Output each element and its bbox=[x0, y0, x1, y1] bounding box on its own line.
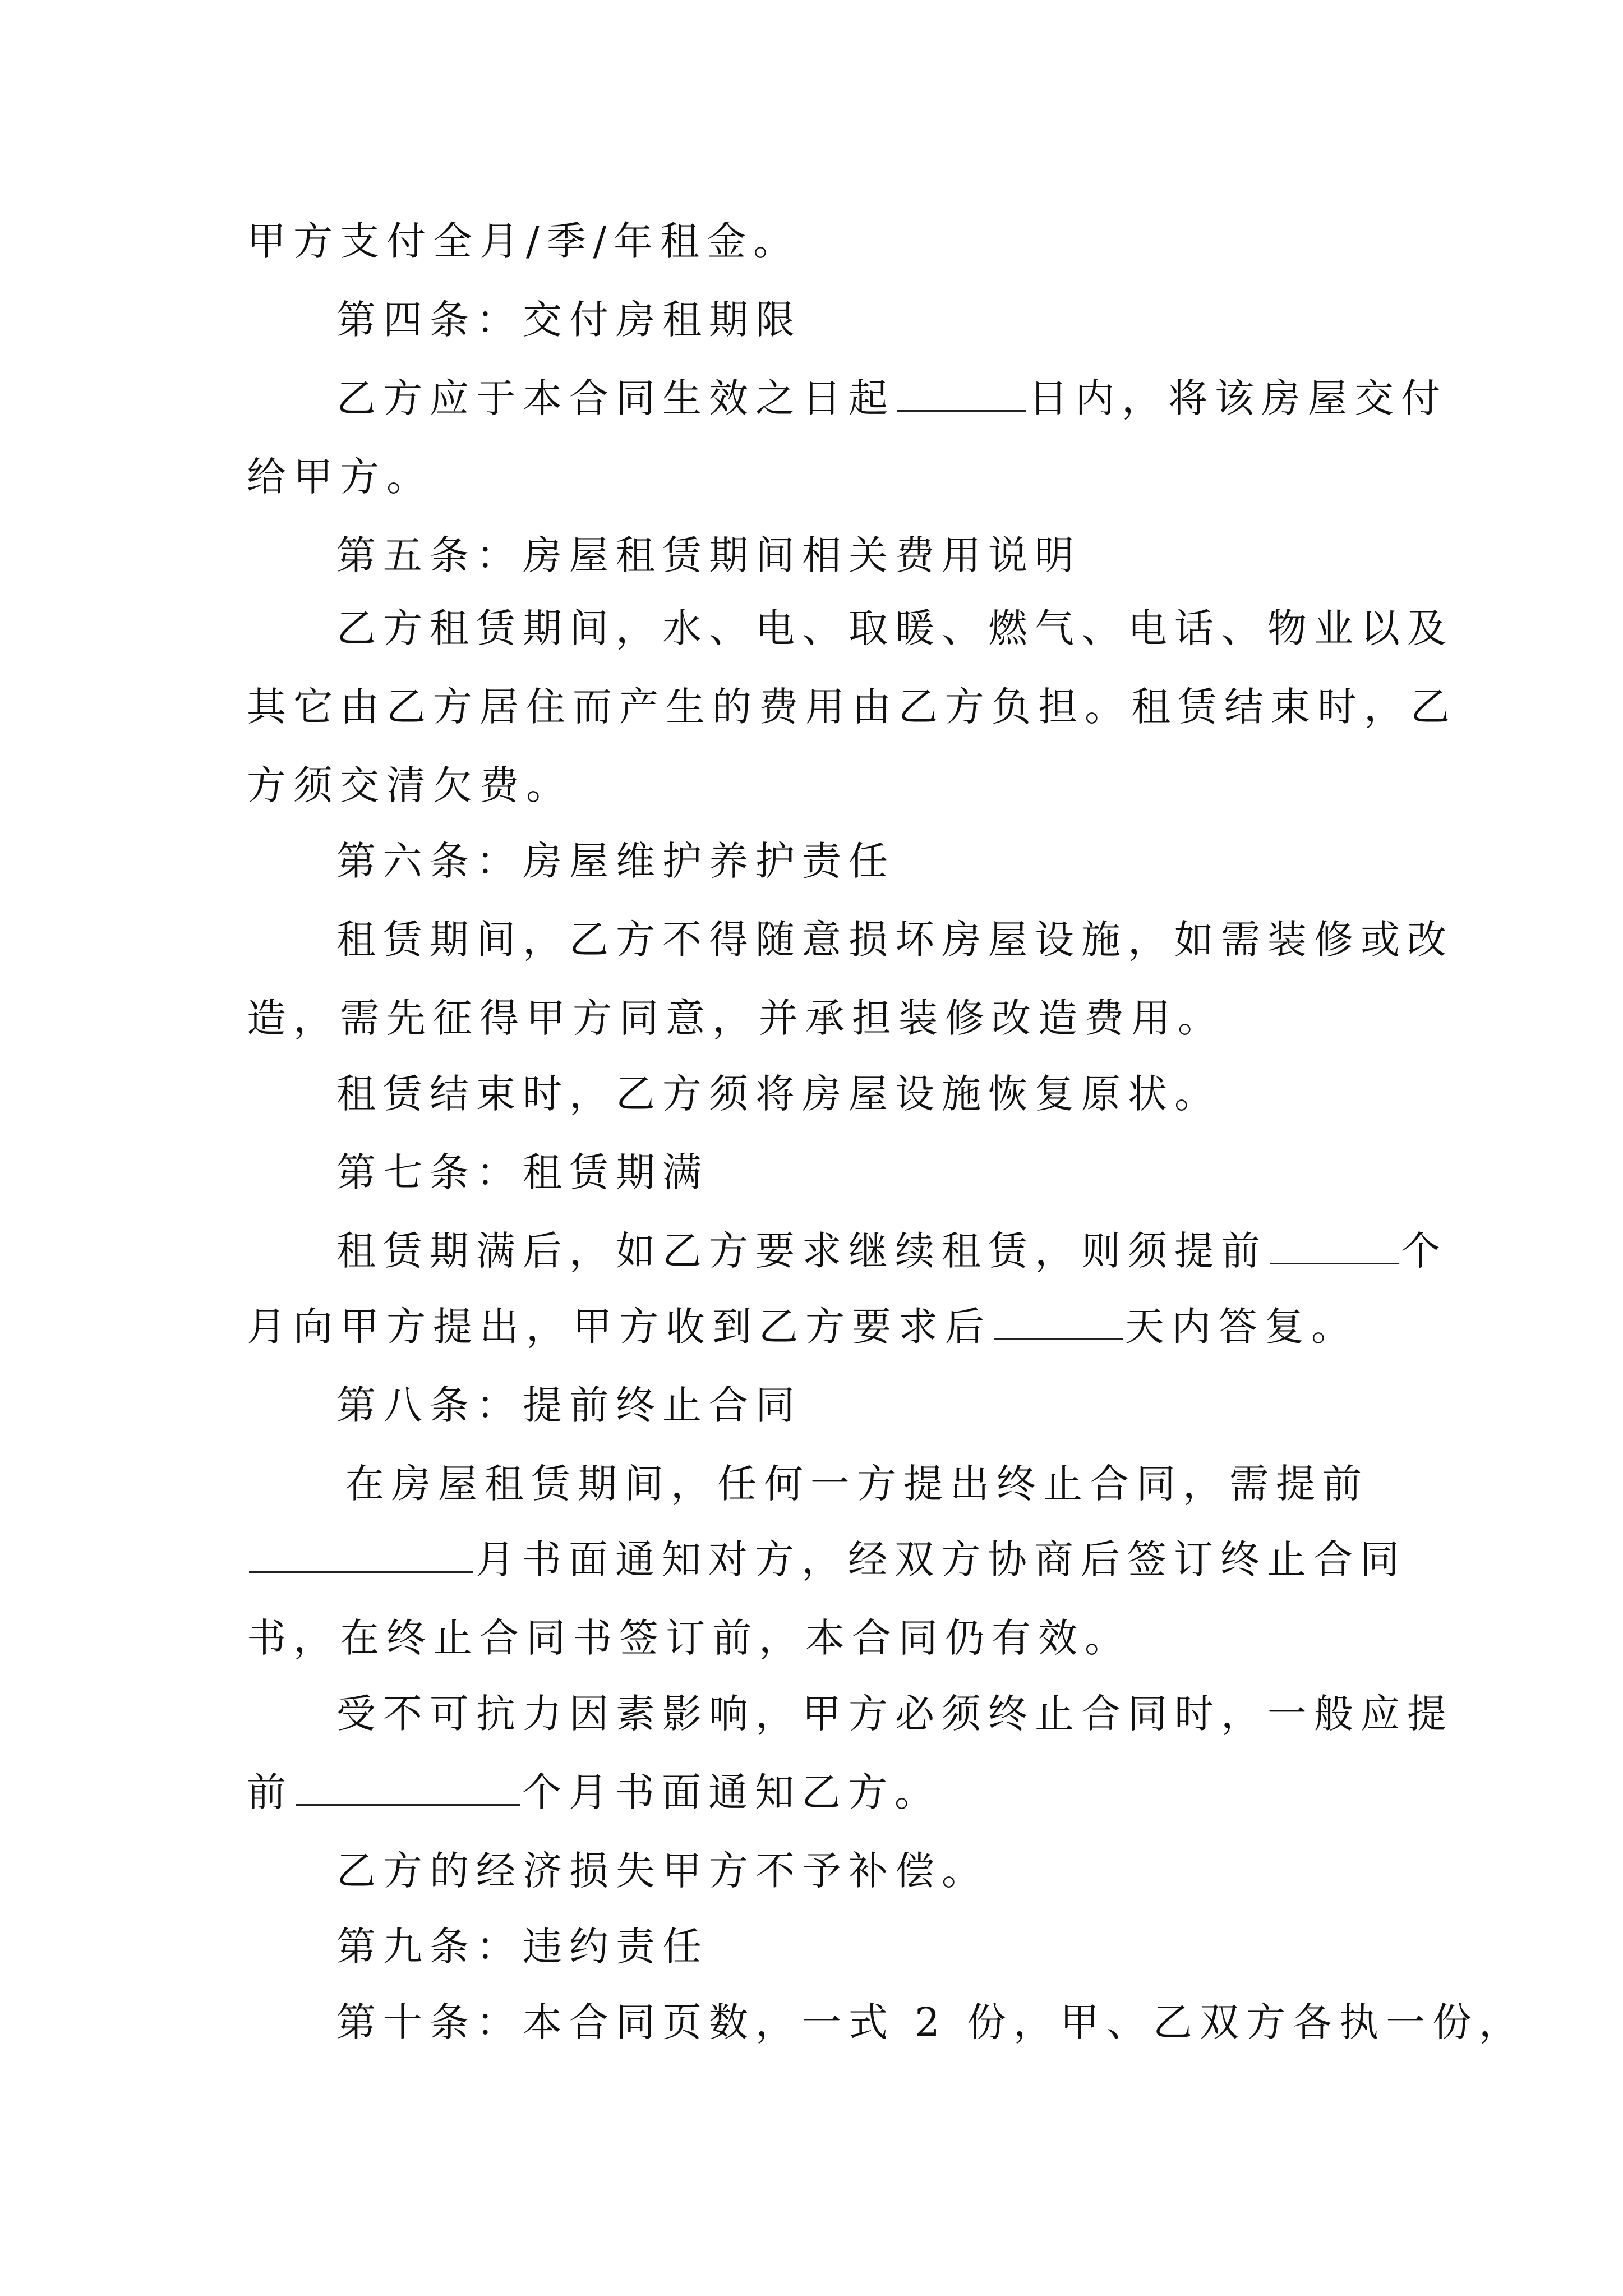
text-line: 租赁期间，乙方不得随意损坏房屋设施，如需装修或改 bbox=[336, 917, 1454, 963]
fill-in-blank bbox=[994, 1305, 1123, 1340]
text-line bbox=[247, 1301, 1358, 1352]
text-line: 给甲方。 bbox=[247, 454, 433, 500]
text-line bbox=[336, 1226, 1447, 1276]
text-segment: 前 bbox=[247, 1769, 293, 1815]
text-segment: 个月书面通知乙方。 bbox=[522, 1769, 941, 1815]
article-6-heading: 第六条：房屋维护养护责任 bbox=[336, 838, 895, 884]
article-8-heading: 第八条：提前终止合同 bbox=[336, 1382, 802, 1428]
article-5-heading: 第五条：房屋租赁期间相关费用说明 bbox=[336, 532, 1081, 578]
text-line: 书，在终止合同书签订前，本合同仍有效。 bbox=[247, 1615, 1131, 1661]
text-segment: 乙方应于本合同生效之日起 bbox=[336, 375, 895, 421]
text-line: 受不可抗力因素影响，甲方必须终止合同时，一般应提 bbox=[336, 1691, 1454, 1737]
text-line: 乙方的经济损失甲方不予补偿。 bbox=[336, 1848, 988, 1894]
text-line: 方须交清欠费。 bbox=[247, 762, 573, 808]
fill-in-blank bbox=[296, 1770, 520, 1806]
text-segment: 个 bbox=[1401, 1228, 1447, 1274]
fill-in-blank bbox=[1270, 1229, 1399, 1264]
article-7-heading: 第七条：租赁期满 bbox=[336, 1149, 709, 1195]
text-line: 租赁结束时，乙方须将房屋设施恢复原状。 bbox=[336, 1071, 1221, 1117]
text-line: 其它由乙方居住而产生的费用由乙方负担。租赁结束时，乙 bbox=[247, 684, 1457, 730]
text-segment: 日内，将该房屋交付 bbox=[1029, 375, 1447, 421]
fill-in-blank bbox=[249, 1538, 473, 1573]
text-line: 造，需先征得甲方同意，并承担装修改造费用。 bbox=[247, 995, 1224, 1041]
article-10-text: 第十条：本合同页数，一式 2 份，甲、乙双方各执一份， bbox=[336, 1999, 1526, 2045]
article-4-heading: 第四条：交付房租期限 bbox=[336, 297, 802, 343]
text-line: 甲方支付全月/季/年租金。 bbox=[247, 218, 800, 264]
text-line bbox=[247, 1534, 1407, 1585]
text-segment: 租赁期满后，如乙方要求继续租赁，则须提前 bbox=[336, 1228, 1267, 1274]
text-segment: 天内答复。 bbox=[1125, 1304, 1358, 1350]
text-line: 乙方租赁期间，水、电、取暖、燃气、电话、物业以及 bbox=[336, 605, 1454, 651]
text-line bbox=[247, 1767, 941, 1818]
article-9-heading: 第九条：违约责任 bbox=[336, 1924, 709, 1970]
fill-in-blank bbox=[897, 376, 1026, 412]
text-segment: 月向甲方提出，甲方收到乙方要求后 bbox=[247, 1304, 992, 1350]
text-line: 在房屋租赁期间，任何一方提出终止合同，需提前 bbox=[345, 1461, 1369, 1507]
text-line bbox=[336, 373, 1447, 424]
text-segment: 月书面通知对方，经双方协商后签订终止合同 bbox=[476, 1536, 1407, 1582]
